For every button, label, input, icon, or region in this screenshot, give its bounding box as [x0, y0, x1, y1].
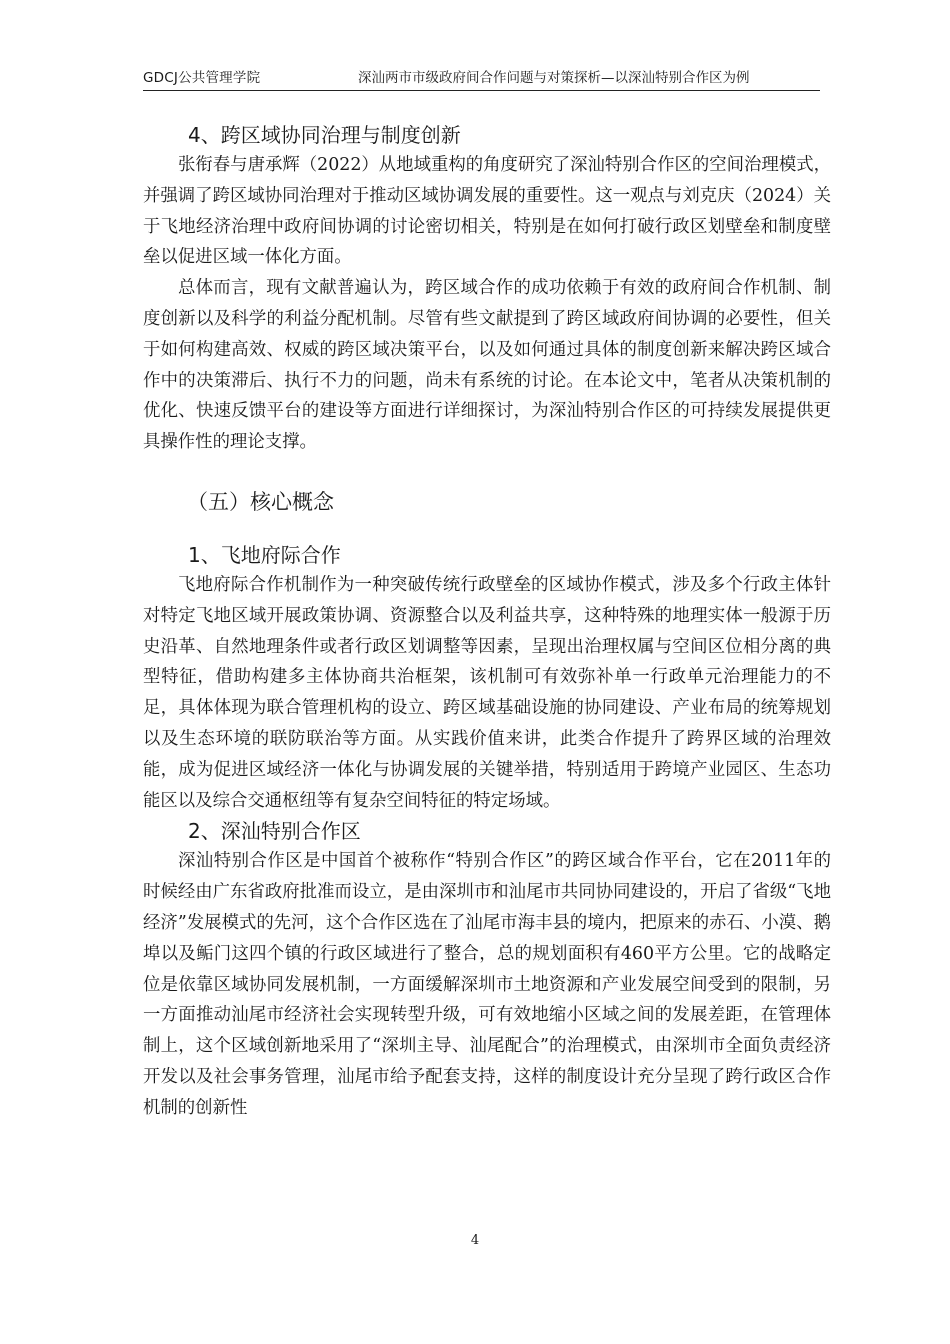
page-header	[0, 62, 950, 92]
section-4-paragraph-2: 总体而言，现有文献普遍认为，跨区域合作的成功依赖于有效的政府间合作机制、制度创新以及科学的利益分配机制。尽管有些文献提到了跨区域政府间协调的必要性，但关于如何构建高效、权威的跨区域决策平台，以及如何通过具体的制度创新来解决跨区域合作中的决策滞后、执行不力的问题，尚未有系统的讨论。在本论文中，笔者从决策机制的优化、快速反馈平台的建设等方面进行详细探讨，为深汕特别合作区的可持续发展提供更具操作性的理论支撑。	[143, 278, 831, 453]
header-thesis-title: 深汕两市市级政府间合作问题与对策探析—以深汕特别合作区为例	[358, 70, 750, 86]
section-4-paragraph-1: 张衔春与唐承辉（2022）从地域重构的角度研究了深汕特别合作区的空间治理模式，并强调了跨区域协同治理对于推动区域协调发展的重要性。这一观点与刘克庆（2024）关于飞地经济治理中政府间协调的讨论密切相关，特别是在如何打破行政区划壁垒和制度壁垒以促进区域一体化方面。	[143, 155, 831, 268]
section-4-heading: 4、跨区域协同治理与制度创新	[188, 123, 461, 147]
part-5-heading: （五）核心概念	[187, 489, 334, 514]
page-number: 4	[470, 1233, 480, 1248]
page-body	[143, 120, 831, 1124]
concept-1-heading: 1、飞地府际合作	[188, 542, 341, 567]
concept-1-paragraph: 飞地府际合作机制作为一种突破传统行政壁垒的区域协作模式，涉及多个行政主体针对特定飞地区域开展政策协调、资源整合以及利益共享，这种特殊的地理实体一般源于历史沿革、自然地理条件或者行政区划调整等因素，呈现出治理权属与空间区位相分离的典型特征，借助构建多主体协商共治框架，该机制可有效弥补单一行政单元治理能力的不足，具体体现为联合管理机构的设立、跨区域基础设施的协同建设、产业布局的统筹规划以及生态环境的联防联治等方面。从实践价值来讲，此类合作提升了跨界区域的治理效能，成为促进区域经济一体化与协调发展的关键举措，特别适用于跨境产业园区、生态功能区以及综合交通枢纽等有复杂空间特征的特定场域。	[143, 574, 831, 811]
concept-2-paragraph: 深汕特别合作区是中国首个被称作“特别合作区”的跨区域合作平台，它在2011年的时候经由广东省政府批准而设立，是由深圳市和汕尾市共同协同建设的，开启了省级“飞地经济”发展模式的先河，这个合作区选在了汕尾市海丰县的境内，把原来的赤石、小漠、鹅埠以及鲘门这四个镇的行政区域进行了整合，总的规划面积有460平方公里。它的战略定位是依靠区域协同发展机制，一方面缓解深圳市土地资源和产业发展空间受到的限制，另一方面推动汕尾市经济社会实现转型升级，可有效地缩小区域之间的发展差距，在管理体制上，这个区域创新地采用了“深圳主导、汕尾配合”的治理模式，由深圳市全面负责经济开发以及社会事务管理，汕尾市给予配套支持，这样的制度设计充分呈现了跨行政区合作机制的创新性	[143, 851, 831, 1118]
header-institution: GDCJ公共管理学院	[143, 70, 261, 86]
header-rule	[143, 90, 820, 91]
concept-2-heading: 2、深汕特别合作区	[188, 819, 361, 844]
